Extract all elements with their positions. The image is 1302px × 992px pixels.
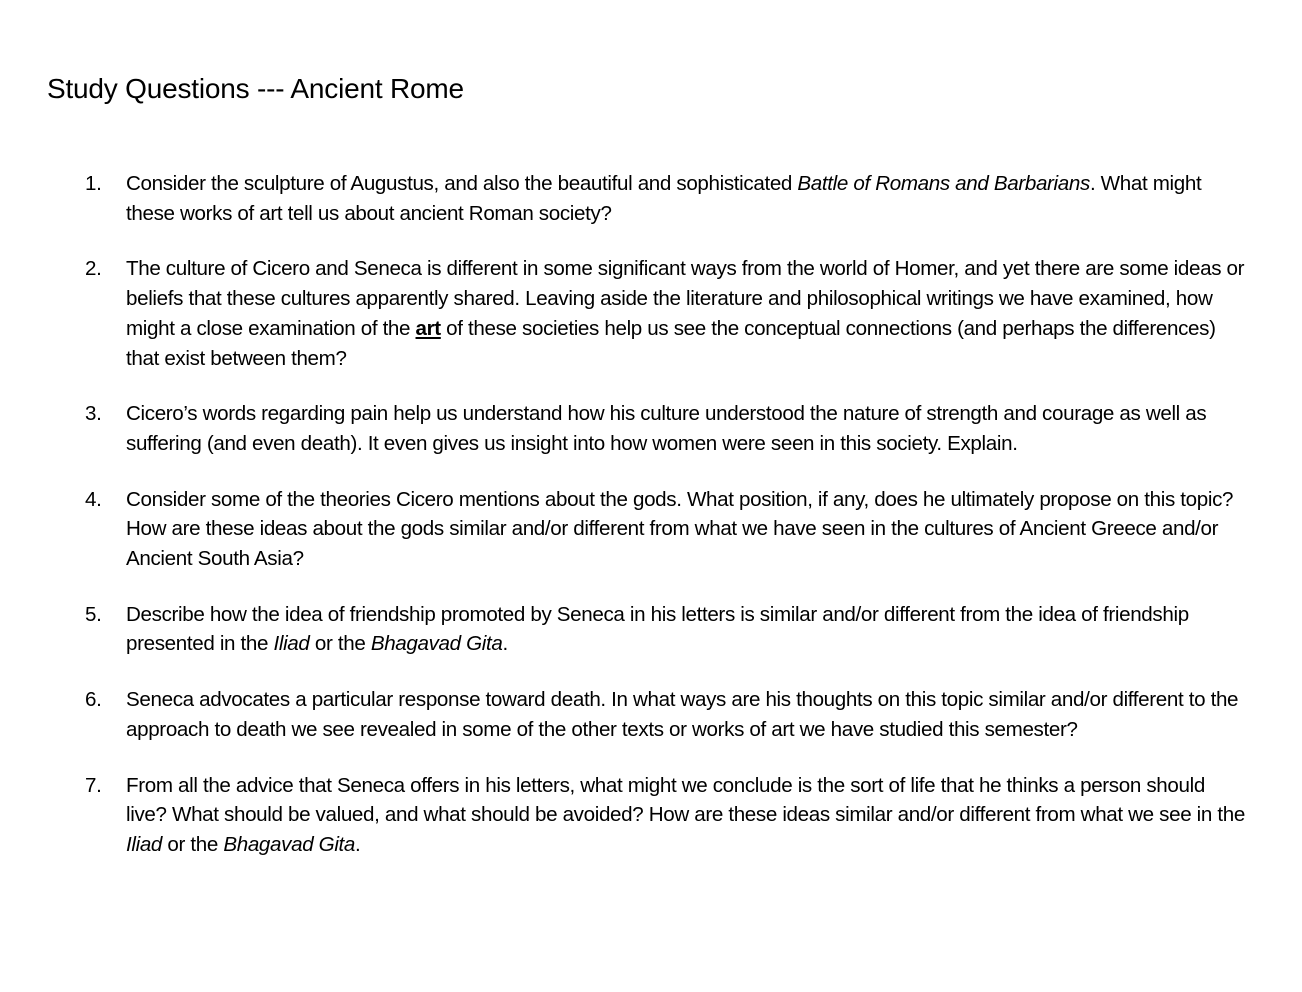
question-item	[85, 685, 1245, 744]
question-text-segment: .	[355, 832, 361, 856]
question-text-segment: of these societies help us see the conceptual connections (and perhaps the differences) that exist between them?	[126, 316, 1216, 370]
question-text	[126, 488, 1233, 570]
question-text	[126, 402, 1206, 455]
question-item	[85, 600, 1245, 659]
question-text-segment: Cicero’s words regarding pain help us understand how his culture understood the nature of strength and courage as well as suffering (and even death). It even gives us insight into how women were seen in this society. Explain.	[126, 402, 1207, 455]
question-text-segment: or the	[309, 632, 371, 656]
question-number: 5.	[85, 602, 102, 626]
question-item	[85, 771, 1245, 860]
question-text-segment: or the	[162, 832, 224, 856]
work-title-italic: Iliad	[273, 632, 310, 656]
work-title-italic: Bhagavad Gita	[370, 632, 503, 656]
question-text-segment: . What might these works of art tell us about ancient Roman society?	[126, 172, 1202, 225]
question-number: 6.	[85, 688, 102, 712]
question-item	[85, 399, 1245, 458]
question-text-segment: Consider the sculpture of Augustus, and also the beautiful and sophisticated	[126, 172, 798, 195]
work-title-italic: Bhagavad Gita	[223, 832, 356, 856]
question-number: 2.	[85, 257, 102, 281]
question-text	[126, 774, 1245, 856]
question-text-segment: Seneca advocates a particular response toward death. In what ways are his thoughts on this topic similar and/or different to the approach to death we see revealed in some of the other texts or works of art we have studied this semester?	[126, 688, 1239, 741]
question-number: 7.	[85, 773, 102, 797]
question-number: 4.	[85, 487, 102, 511]
question-text-segment: The culture of Cicero and Seneca is different in some significant ways from the world of Homer, and yet there are some ideas or beliefs that these cultures apparently shared. Leaving aside the literature and philosophical writings we have examined, how might a close examination of the	[126, 257, 1245, 340]
work-title-italic: Battle of Romans and Barbarians	[797, 172, 1090, 195]
question-list	[85, 169, 1245, 886]
page-title: Study Questions --- Ancient Rome	[47, 73, 464, 104]
question-number: 3.	[85, 402, 102, 426]
question-text	[126, 603, 1189, 656]
question-text-segment: .	[502, 632, 508, 656]
question-item	[85, 169, 1245, 228]
question-text	[126, 172, 1201, 225]
question-number: 1.	[85, 172, 102, 195]
question-item	[85, 485, 1245, 574]
emphasized-word: art	[415, 316, 441, 340]
question-text	[126, 257, 1244, 369]
question-text	[126, 688, 1238, 741]
work-title-italic: Iliad	[126, 832, 163, 856]
question-text-segment: Consider some of the theories Cicero mentions about the gods. What position, if any, does he ultimately propose on this topic? How are these ideas about the gods similar and/or different from what we have seen in the cultures of Ancient Greece and/or Ancient South Asia?	[126, 487, 1234, 571]
question-text-segment: Describe how the idea of friendship promoted by Seneca in his letters is similar and/or different from the idea of friendship presented in the	[126, 602, 1189, 656]
question-text-segment: From all the advice that Seneca offers in his letters, what might we conclude is the sort of life that he thinks a person should live? What should be valued, and what should be avoided? How are these ideas similar and/or different from what we see in the	[126, 773, 1245, 827]
question-item	[85, 254, 1245, 373]
